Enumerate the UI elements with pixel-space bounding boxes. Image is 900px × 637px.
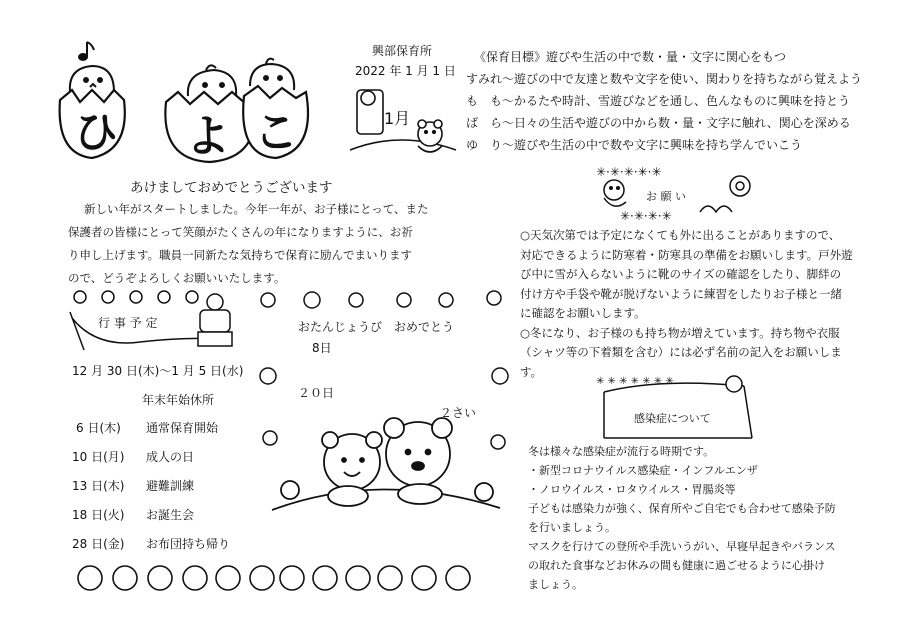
infection-line: 冬は様々な感染症が流行る時期です。	[528, 445, 715, 458]
requests-body	[520, 226, 853, 382]
schedule-range-event: 年末年始休所	[142, 393, 215, 407]
title-char-ko: こ	[254, 107, 298, 158]
list-item	[72, 535, 272, 564]
infection-line: を行いましょう。	[528, 521, 616, 534]
infection-line: ましょう。	[528, 578, 583, 591]
birthday-day-20: ２０日	[298, 386, 335, 400]
class-goal: ～遊びや生活の中で数や文字に興味を持ち学んでいこう	[502, 138, 803, 152]
class-name: も も	[466, 94, 503, 108]
infection-line: の取れた食事などお休みの間も健康に過ごせるように心掛け	[528, 559, 825, 572]
infection-line: マスクを行けての登所や手洗いうがい、早寝早起きやバランス	[528, 540, 836, 553]
birthday-day-8: 8日	[312, 341, 332, 355]
schedule-range: 12 月 30 日(木)～1 月 5 日(水)	[72, 364, 244, 378]
greeting-line: り申し上げます。職員一同新たな気持ちで保育に励んでまいります	[68, 248, 412, 262]
greeting-body	[68, 198, 429, 290]
request-line: ○天気次第では予定になくても外に出ることがありますので、	[520, 228, 841, 242]
infection-line: 子どもは感染力が強く、保育所やご自宅でも合わせて感染予防	[528, 502, 836, 515]
schedule-heading: 行 事 予 定	[98, 316, 158, 330]
request-line: に確認をお願いします。	[520, 306, 646, 320]
request-line: ○冬になり、お子様のも持ち物が増えています。持ち物や衣服	[520, 325, 840, 340]
request-line: （シャツ等の下着類を含む）には必ず名前の記入をお願いしま	[520, 345, 842, 359]
infection-line: ・ノロウイルス・ロタウイルス・胃腸炎等	[528, 483, 736, 496]
chick-middle-icon	[188, 65, 236, 96]
goals-main: 《保育目標》遊びや生活の中で数・量・文字に関心をもつ	[474, 50, 787, 64]
infection-house-illustration	[596, 376, 752, 438]
schedule-date: 6 日(木)	[76, 421, 121, 435]
request-line: す。	[520, 364, 543, 379]
svg-text:✳·✳·✳·✳: ✳·✳·✳·✳	[620, 209, 672, 223]
chick-right-icon	[250, 59, 294, 90]
birthday-heading: おたんじょうび おめでとう	[298, 320, 455, 334]
svg-text:✳·✳·✳·✳·✳: ✳·✳·✳·✳·✳	[596, 165, 662, 179]
request-line: 対応できるように防寒着・防寒具の準備をお願いします。戸外遊	[520, 247, 853, 262]
schedule-date: 13 日(木)	[72, 479, 125, 493]
list-item	[72, 506, 272, 535]
schedule-event: 通常保育開始	[146, 421, 219, 435]
list-item	[72, 448, 272, 477]
request-line: び中に雪が入らないように靴のサイズの確認をしたり、脚絆の	[520, 267, 842, 281]
birthday-age: ２さい	[440, 406, 477, 420]
greeting-title: あけましておめでとうございます	[130, 180, 333, 196]
music-note-icon	[79, 42, 94, 60]
bears-eating-illustration	[272, 418, 500, 510]
issue-date: 2022 年 1 月 1 日	[355, 64, 456, 78]
zodiac-animals-row	[78, 566, 470, 590]
greeting-line: ので、どうぞよろしくお願いいたします。	[68, 271, 286, 285]
org-name: 興部保育所	[372, 44, 433, 58]
class-name: ゆ り	[466, 138, 503, 152]
list-item	[72, 419, 272, 448]
list-item	[72, 477, 272, 506]
greeting-line: 新しい年がスタートしました。今年一年が、お子様にとって、また	[84, 202, 429, 216]
infection-heading: 感染症について	[634, 412, 711, 425]
schedule-date: 10 日(月)	[72, 450, 125, 464]
list-item	[466, 92, 850, 111]
class-name: すみれ	[466, 72, 503, 86]
month-label: 1月	[384, 109, 411, 128]
class-goal: ～かるたや時計、雪遊びなどを通し、色んなものに興味を持とう	[502, 94, 851, 108]
list-item	[466, 70, 862, 89]
title-char-hi: ひ	[74, 107, 118, 158]
schedule-date: 18 日(火)	[72, 508, 125, 522]
class-name: ば ら	[466, 116, 503, 130]
infection-body	[528, 442, 836, 594]
schedule-event: 成人の日	[146, 450, 195, 464]
schedule-event: お誕生会	[146, 508, 195, 522]
list-item	[466, 136, 802, 155]
chick-left-icon	[70, 66, 114, 92]
class-goal: ～遊びの中で友達と数や文字を使い、関わりを持ちながら覚えよう	[502, 72, 863, 86]
schedule-date: 28 日(金)	[72, 537, 125, 551]
list-item	[466, 114, 851, 133]
requests-heading: お 願 い	[646, 190, 686, 203]
infection-line: ・新型コロナウイルス感染症・インフルエンザ	[528, 464, 758, 477]
schedule-event: 避難訓練	[146, 479, 195, 493]
title-char-yo: よ	[186, 111, 230, 162]
greeting-line: 保護者の皆様にとって笑顔がたくさんの年になりますように、お祈	[68, 225, 413, 239]
request-line: 付け方や手袋や靴が脱げないように練習をしたりお子様と一緒	[520, 286, 842, 301]
svg-text:✳ ✳ ✳ ✳ ✳ ✳ ✳: ✳ ✳ ✳ ✳ ✳ ✳ ✳	[596, 376, 674, 387]
schedule-event: お布団持ち帰り	[146, 537, 231, 551]
class-goal: ～日々の生活や遊びの中から数・量・文字に触れ、関心を深める	[502, 116, 851, 130]
